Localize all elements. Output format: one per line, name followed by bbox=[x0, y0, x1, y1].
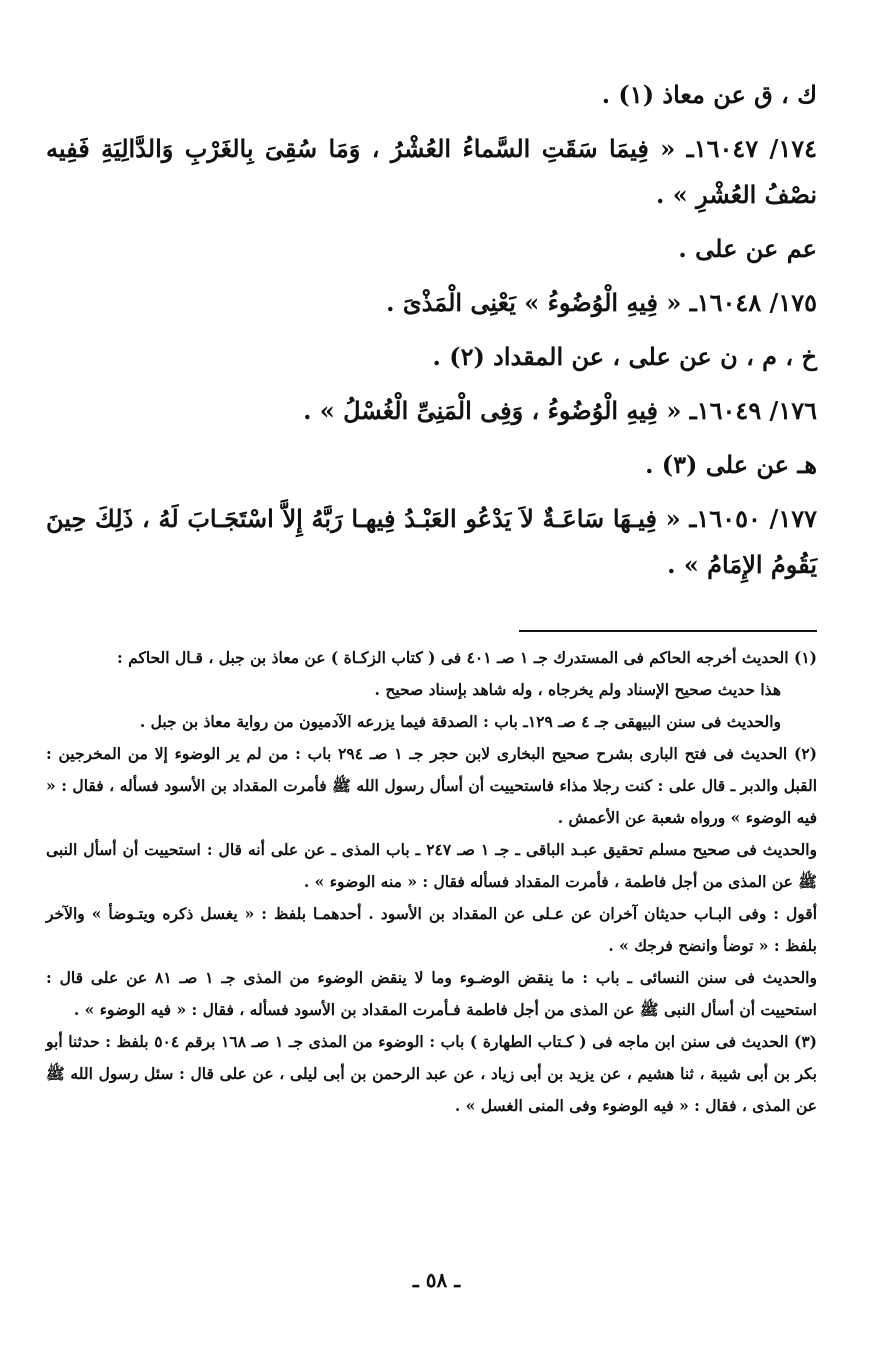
hadith-text bbox=[46, 72, 817, 588]
footnotes bbox=[46, 642, 817, 1122]
footnote: والحديث فى صحيح مسلم تحقيق عبـد الباقى ـ جـ ١ صـ ٢٤٧ ـ باب المذى ـ عن على أنه قال : استحييت أن أسأل النبى ﷺ عن المذى من أجل فاطمة ، فأمرت المقداد فسأله فقال : « منه الوضوء » . bbox=[46, 840, 817, 891]
footnote: أقول : وفى البـاب حديثان آخران عن عـلى عن المقداد بن الأسود . أحدهمـا بلفظ : « يغسل ذكره ويتـوضأ » والآخر بلفظ : « توضأ وانضح فرجك » . bbox=[46, 904, 817, 955]
footnote: والحديث فى سنن النسائى ـ باب : ما ينقض الوضـوء وما لا ينقض الوضوء من المذى جـ ١ صـ ٨١ عن على قال : استحييت أن أسأل النبى ﷺ عن المذى من أجل فاطمة فـأمرت المقداد بن الأسود فسأله ، فقال : « فيه الوضوء » . bbox=[46, 968, 817, 1019]
source-line: عم عن على . bbox=[678, 234, 817, 263]
footnote: (٢) الحديث فى فتح البارى بشرح صحيح البخارى لابن حجر جـ ١ صـ ٢٩٤ باب : من لم ير الوضوء إلا من المخرجين : القبل والدبر ـ قال على : كنت رجلا مذاء فاستحييت أن أسأل رسول الله ﷺ فأمرت المقداد بن الأسود فسأله ، فقال : « فيه الوضوء » ورواه شعبة عن الأعمش . bbox=[46, 744, 817, 827]
hadith-line: ١٧٧/ ١٦٠٥٠ـ « فِيـهَا سَاعَـةٌ لاَ يَدْعُو العَبْـدُ فِيهـا رَبَّهُ إِلاَّ اسْتَجَـابَ لَهُ ، ذَلِكَ حِينَ يَقُومُ الإِمَامُ » . bbox=[46, 504, 817, 579]
source-line: خ ، م ، ن عن على ، عن المقداد (٢) . bbox=[432, 342, 817, 371]
source-line: هـ عن على (٣) . bbox=[645, 450, 817, 479]
footnote-divider bbox=[519, 630, 817, 632]
hadith-line: ١٧٤/ ١٦٠٤٧ـ « فِيمَا سَقَتِ السَّماءُ العُشْرُ ، وَمَا سُقِىَ بِالغَرْبِ وَالدَّالِيَةِ فَفِيه نصْفُ العُشْرِ » . bbox=[46, 134, 817, 209]
footnote: (٣) الحديث فى سنن ابن ماجه فى ( كـتاب الطهارة ) باب : الوضوء من المذى جـ ١ صـ ١٦٨ برقم ٥٠٤ بلفظ : حدثنا أبو بكر بن أبى شيبة ، ثنا هشيم ، عن يزيد بن أبى زياد ، عن عبد الرحمن بن أبى ليلى ، عن على قال : سئل رسول الله ﷺ عن المذى ، فقال : « فيه الوضوء وفى المنى الغسل » . bbox=[46, 1032, 817, 1115]
source-line: ك ، ق عن معاذ (١) . bbox=[601, 80, 817, 109]
footnote: (١) الحديث أخرجه الحاكم فى المستدرك جـ ١ صـ ٤٠١ فى ( كتاب الزكـاة ) عن معاذ بن جبل ، قـال الحاكم : bbox=[117, 648, 817, 667]
footnote: والحديث فى سنن البيهقى جـ ٤ صـ ١٢٩ـ باب : الصدقة فيما يزرعه الآدميون من رواية معاذ بن جبل . bbox=[139, 712, 781, 731]
hadith-line: ١٧٦/ ١٦٠٤٩ـ « فِيهِ الْوُضُوءُ ، وَفِى الْمَنِىِّ الْغُسْلُ » . bbox=[303, 396, 817, 425]
footnote: هذا حديث صحيح الإسناد ولم يخرجاه ، وله شاهد بإسناد صحيح . bbox=[374, 680, 781, 699]
page-number: ـ ٥٨ ـ bbox=[412, 1268, 461, 1292]
hadith-line: ١٧٥/ ١٦٠٤٨ـ « فِيهِ الْوُضُوءُ » يَعْنِى الْمَذْىَ . bbox=[386, 288, 817, 317]
